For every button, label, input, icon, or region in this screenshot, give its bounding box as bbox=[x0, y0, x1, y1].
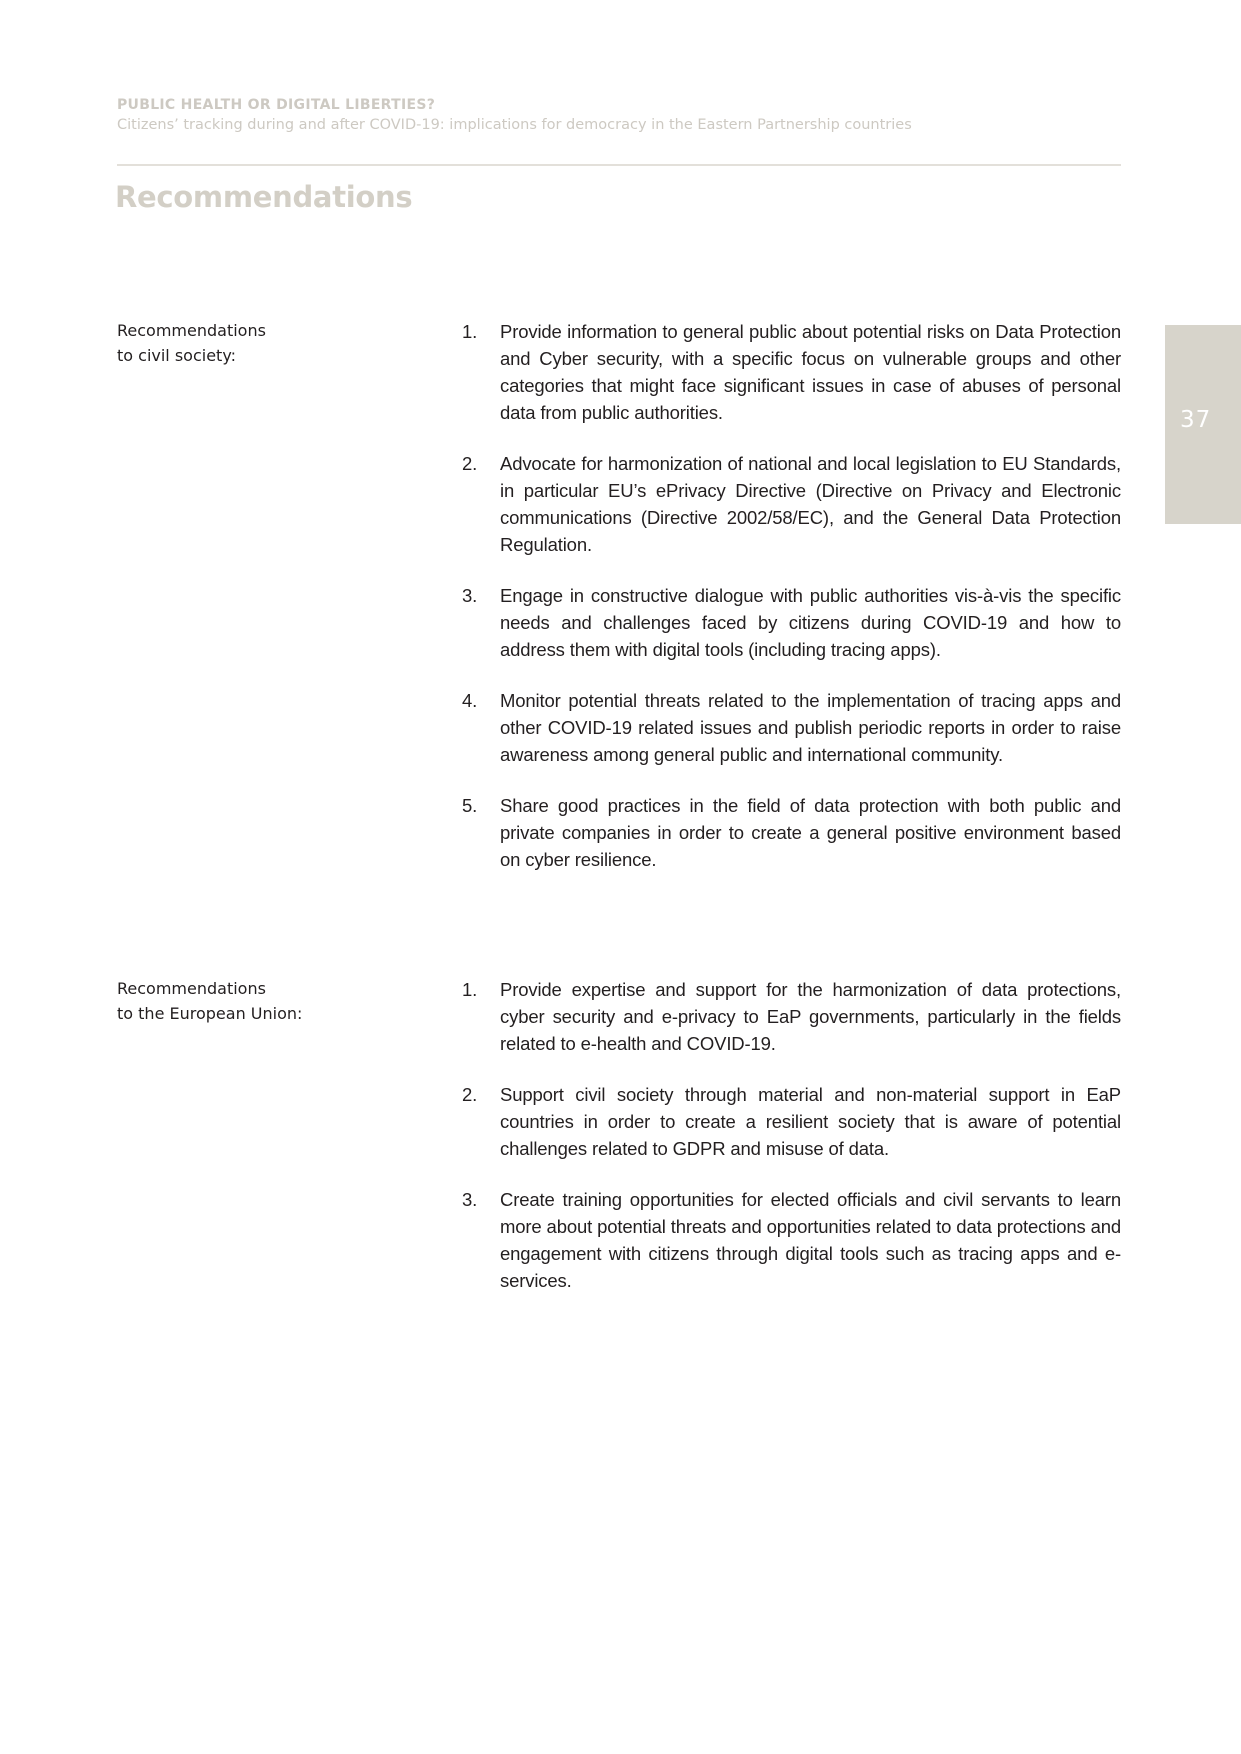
running-header bbox=[117, 96, 1121, 135]
list-item bbox=[462, 976, 1121, 1057]
civil-society-label-line2: to civil society: bbox=[117, 346, 237, 365]
european-union-label-line2: to the European Union: bbox=[117, 1004, 303, 1023]
item-text: Support civil society through material and non-material support in EaP countries in order to create a resilient society that is aware of potential challenges related to GDPR and misuse of data. bbox=[500, 1084, 1121, 1159]
item-text: Provide expertise and support for the harmonization of data protections, cyber security and e-privacy to EaP governments, particularly in the fields related to e-health and COVID-19. bbox=[500, 979, 1121, 1054]
item-number: 5. bbox=[462, 795, 478, 816]
item-number: 1. bbox=[462, 979, 478, 1000]
list-item bbox=[462, 1186, 1121, 1294]
civil-society-label-line1: Recommendations bbox=[117, 321, 266, 340]
item-number: 1. bbox=[462, 321, 478, 342]
list-item bbox=[462, 1081, 1121, 1162]
page-number-tab bbox=[1165, 325, 1241, 524]
item-number: 3. bbox=[462, 1189, 478, 1210]
header-divider bbox=[117, 164, 1121, 166]
european-union-list bbox=[462, 976, 1121, 1318]
item-number: 3. bbox=[462, 585, 478, 606]
list-item bbox=[462, 687, 1121, 768]
list-item bbox=[462, 450, 1121, 558]
page-number: 37 bbox=[1180, 407, 1212, 433]
running-header-title: PUBLIC HEALTH OR DIGITAL LIBERTIES? bbox=[117, 97, 436, 113]
item-text: Monitor potential threats related to the implementation of tracing apps and other COVID-19 related issues and publish periodic reports in order to raise awareness among general public and international community. bbox=[500, 690, 1121, 765]
item-text: Share good practices in the field of data protection with both public and private companies in order to create a general positive environment based on cyber resilience. bbox=[500, 795, 1121, 870]
item-number: 2. bbox=[462, 453, 478, 474]
item-text: Create training opportunities for elected officials and civil servants to learn more about potential threats and opportunities related to data protections and engagement with citizens through digital tools such as tracing apps and e-services. bbox=[500, 1189, 1121, 1291]
european-union-label bbox=[117, 976, 417, 1026]
civil-society-recommendations bbox=[117, 318, 1121, 878]
item-text: Provide information to general public about potential risks on Data Protection and Cyber security, with a specific focus on vulnerable groups and other categories that might face significant issues in case of abuses of personal data from public authorities. bbox=[500, 321, 1121, 423]
list-item bbox=[462, 582, 1121, 663]
civil-society-list bbox=[462, 318, 1121, 897]
item-number: 2. bbox=[462, 1084, 478, 1105]
civil-society-label bbox=[117, 318, 417, 368]
item-text: Advocate for harmonization of national and local legislation to EU Standards, in particular EU’s ePrivacy Directive (Directive on Privacy and Electronic communications (Directive 2002/58/EC), and the General Data Protection Regulation. bbox=[500, 453, 1121, 555]
list-item bbox=[462, 318, 1121, 426]
running-header-subtitle: Citizens’ tracking during and after COVID-19: implications for democracy in the Eastern Partnership countries bbox=[117, 117, 912, 133]
item-number: 4. bbox=[462, 690, 478, 711]
list-item bbox=[462, 792, 1121, 873]
european-union-recommendations bbox=[117, 976, 1121, 1316]
european-union-label-line1: Recommendations bbox=[117, 979, 266, 998]
section-heading: Recommendations bbox=[115, 180, 413, 214]
item-text: Engage in constructive dialogue with public authorities vis-à-vis the specific needs and challenges faced by citizens during COVID-19 and how to address them with digital tools (including tracing apps). bbox=[500, 585, 1121, 660]
